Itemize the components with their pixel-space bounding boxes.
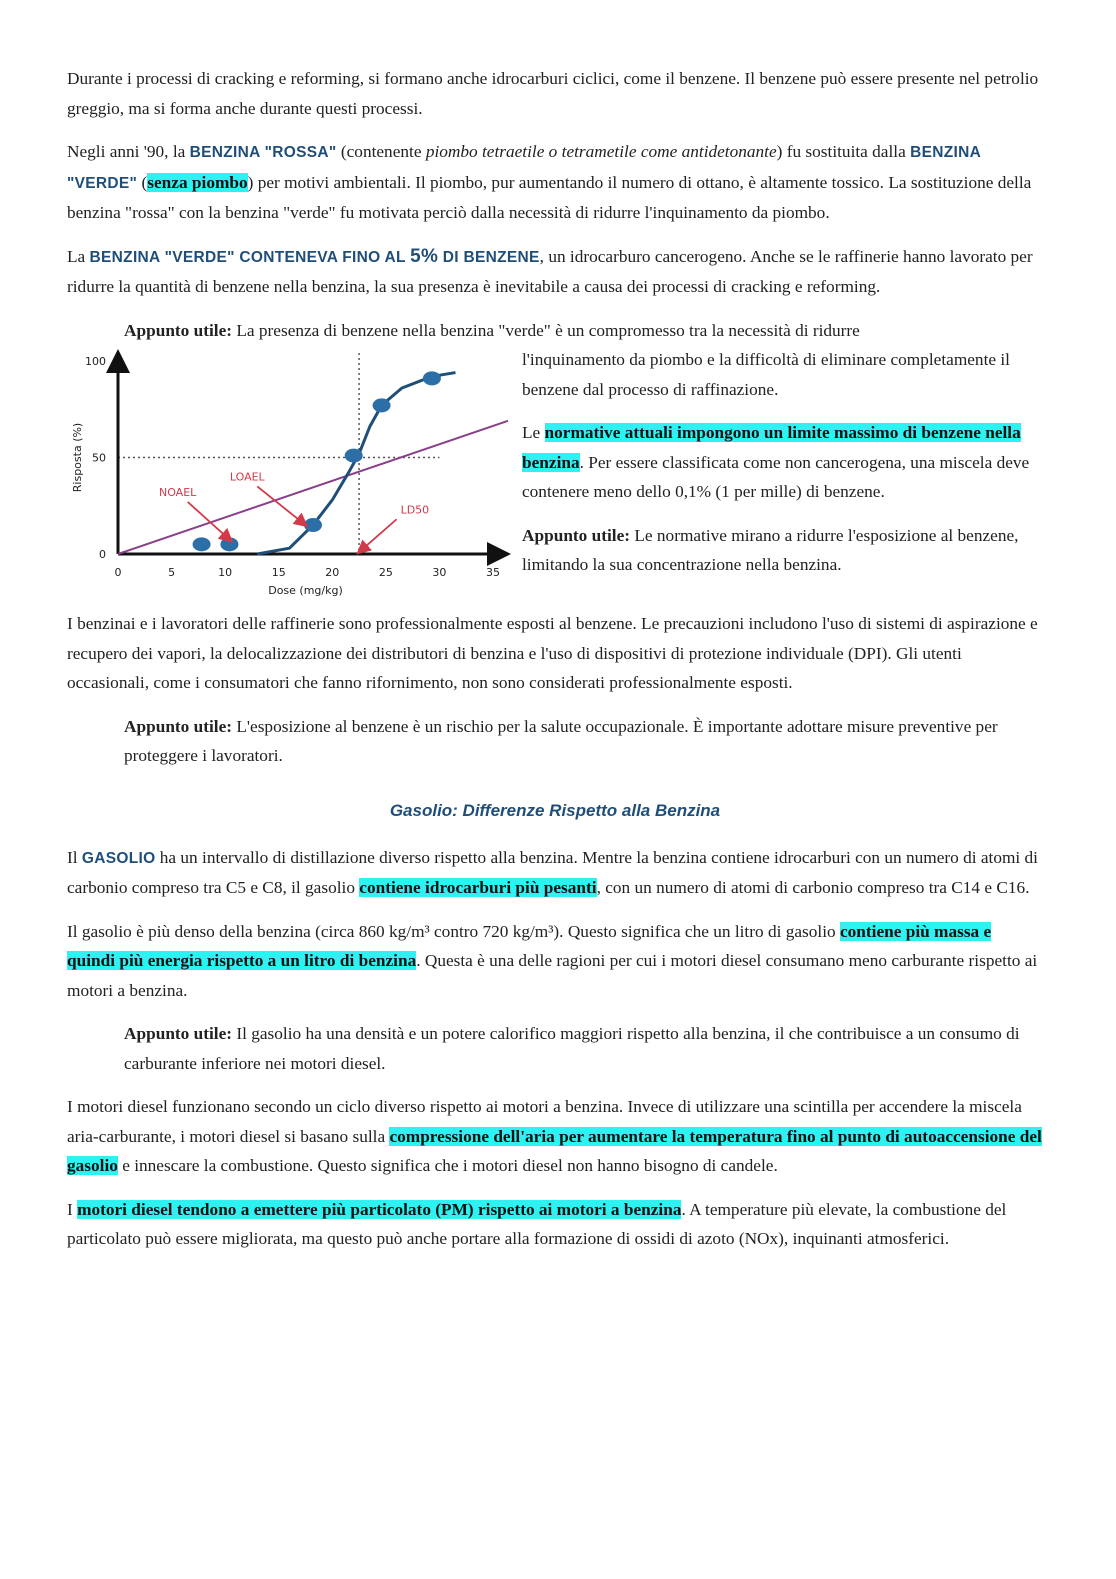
dose-response-curve bbox=[257, 373, 455, 554]
note-lead: Appunto utile: bbox=[522, 525, 631, 545]
text: La bbox=[67, 246, 90, 266]
text: Il gasolio ha una densità e un potere calorifico maggiori rispetto alla benzina, il che contribuisce a un consumo di carburante inferiore nei motori diesel. bbox=[124, 1024, 1020, 1073]
x-tick-label: 5 bbox=[168, 566, 176, 579]
x-tick-label: 30 bbox=[432, 566, 447, 579]
note-3 bbox=[124, 712, 1043, 771]
text: I bbox=[67, 1199, 78, 1219]
x-axis-label: Dose (mg/kg) bbox=[268, 584, 343, 597]
text: Il gasolio è più denso della benzina (circa 860 kg/m³ contro 720 kg/m³). Questo significa che un litro di gasolio bbox=[67, 921, 840, 941]
note-2 bbox=[522, 521, 1043, 580]
dose-response-chart bbox=[67, 345, 512, 603]
term: BENZINA "VERDE" CONTENEVA FINO AL bbox=[89, 248, 411, 266]
text: ha un intervallo di distillazione diverso rispetto alla benzina. Mentre la benzina contiene idrocarburi con un numero di atomi di carbonio compreso tra C5 e C8, il gasolio bbox=[67, 847, 1038, 897]
note-4 bbox=[124, 1019, 1043, 1078]
data-point bbox=[345, 449, 363, 463]
highlight: contiene idrocarburi più pesanti bbox=[359, 878, 597, 897]
x-tick-label: 10 bbox=[218, 566, 233, 579]
term-percent: 5% bbox=[410, 245, 439, 267]
text: (contenente bbox=[336, 142, 426, 161]
annotation-arrow bbox=[188, 502, 231, 541]
text: I motori diesel funzionano secondo un ciclo diverso rispetto ai motori a benzina. Invece di utilizzare una scintilla per accendere la miscela aria-carburante, i motori diesel si basano sulla bbox=[67, 1097, 1022, 1146]
highlight: contiene più massa e quindi più energia rispetto a un litro di benzina bbox=[67, 921, 992, 970]
highlight: motori diesel tendono a emettere più particolato (PM) rispetto ai motori a benzina bbox=[77, 1199, 682, 1219]
data-point bbox=[373, 398, 391, 412]
y-tick-label: 0 bbox=[99, 548, 106, 561]
data-point bbox=[304, 518, 322, 532]
y-tick-label: 50 bbox=[92, 451, 106, 465]
paragraph-cracking: Durante i processi di cracking e reforming, si formano anche idrocarburi ciclici, come il benzene. Il benzene può essere presente nel petrolio greggio, ma si forma anche durante questi processi. bbox=[67, 69, 1039, 118]
paragraph-benzina-rossa bbox=[67, 137, 1043, 228]
paragraph-gasolio bbox=[67, 843, 1043, 903]
note-lead: Appunto utile: bbox=[124, 1024, 233, 1043]
document-page bbox=[67, 64, 1043, 1268]
text: Negli anni '90, la bbox=[67, 142, 190, 161]
annotation-label: NOAEL bbox=[158, 485, 197, 499]
note-1-first-line bbox=[124, 316, 1043, 346]
section-heading: Gasolio: Differenze Rispetto alla Benzina bbox=[389, 800, 721, 820]
x-tick-label: 0 bbox=[114, 566, 122, 579]
paragraph-diesel-ciclo bbox=[67, 1092, 1043, 1181]
text: , un idrocarburo cancerogeno. Anche se le raffinerie hanno lavorato per ridurre la quantità di benzene nella benzina, la sua presenza è inevitabile a causa dei processi di cracking e reforming. bbox=[67, 246, 1033, 296]
term: DI BENZENE bbox=[438, 248, 540, 266]
paragraph-lavoratori: I benzinai e i lavoratori delle raffinerie sono professionalmente esposti al benzene. Le precauzioni includono l'uso di sistemi di aspirazione e recupero dei vapori, la delocalizzazione dei distributori di benzina e l'uso di dispositivi di protezione individuale (DPI). Gli utenti occasionali, come i consumatori che fanno rifornimento, non sono considerati professionalmente esposti. bbox=[67, 614, 1038, 692]
highlight: compressione dell'aria per aumentare la temperatura fino al punto di autoaccensione del gasolio bbox=[67, 1126, 1042, 1175]
text: ) fu sostituita dalla bbox=[776, 142, 911, 161]
paragraph-particolato bbox=[67, 1195, 1043, 1254]
term-benzina-verde: BENZINA "VERDE" bbox=[67, 144, 981, 192]
paragraph-normative bbox=[522, 418, 1043, 507]
text: ) per motivi ambientali. Il piombo, pur aumentando il numero di ottano, è altamente tossico. La sostituzione della benzina "rossa" con la benzina "verde" fu motivata perciò dalla necessità di ridurre l'inquinamento da piombo. bbox=[67, 172, 1032, 222]
x-tick-label: 25 bbox=[378, 566, 393, 579]
annotation-arrow bbox=[359, 519, 397, 552]
text: Il bbox=[67, 847, 82, 867]
text: ( bbox=[137, 172, 148, 192]
note-1-continued: l'inquinamento da piombo e la difficoltà di eliminare completamente il benzene dal processo di raffinazione. bbox=[522, 350, 1010, 399]
text: L'esposizione al benzene è un rischio per la salute occupazionale. È importante adottare misure preventive per proteggere i lavoratori. bbox=[124, 716, 998, 765]
y-tick-label: 100 bbox=[85, 355, 106, 368]
note-lead: Appunto utile: bbox=[124, 716, 233, 736]
text: , con un numero di atomi di carbonio compreso tra C14 e C16. bbox=[596, 878, 1030, 897]
annotation-label: LOAEL bbox=[229, 470, 265, 484]
annotation-label: LD50 bbox=[400, 503, 430, 517]
text: Le bbox=[522, 423, 545, 442]
paragraph-benzene bbox=[67, 242, 1043, 302]
x-tick-label: 20 bbox=[325, 566, 340, 579]
term-gasolio: GASOLIO bbox=[81, 849, 156, 867]
text: . Questa è una delle ragioni per cui i motori diesel consumano meno carburante rispetto ai motori a benzina. bbox=[67, 951, 1038, 1000]
text-italic: piombo tetraetile o tetrametile come antidetonante bbox=[425, 142, 777, 161]
text: . A temperature più elevate, la combustione del particolato può essere migliorata, ma questo può anche portare alla formazione di ossidi di azoto (NOx), inquinanti atmosferici. bbox=[67, 1199, 1007, 1248]
highlight: normative attuali impongono un limite massimo di benzene nella benzina bbox=[522, 423, 1021, 472]
paragraph-densita bbox=[67, 917, 1043, 1006]
note-lead: Appunto utile: bbox=[124, 320, 233, 340]
highlight: senza piombo bbox=[147, 172, 248, 192]
data-point bbox=[423, 371, 441, 385]
text: La presenza di benzene nella benzina "verde" è un compromesso tra la necessità di ridurre bbox=[232, 320, 860, 340]
text: e innescare la combustione. Questo significa che i motori diesel non hanno bisogno di candele. bbox=[117, 1156, 778, 1175]
data-point bbox=[193, 537, 211, 551]
chart-side-column bbox=[522, 345, 1043, 580]
term-benzina-rossa: BENZINA "ROSSA" bbox=[189, 144, 337, 161]
x-tick-label: 15 bbox=[271, 566, 286, 579]
text: Le normative mirano a ridurre l'esposizione al benzene, limitando la sua concentrazione nella benzina. bbox=[522, 525, 1019, 574]
text: . Per essere classificata come non cancerogena, una miscela deve contenere meno dello 0,1% (1 per mille) di benzene. bbox=[522, 452, 1030, 501]
x-tick-label: 35 bbox=[486, 566, 500, 579]
y-axis-label: Risposta (%) bbox=[71, 422, 84, 493]
